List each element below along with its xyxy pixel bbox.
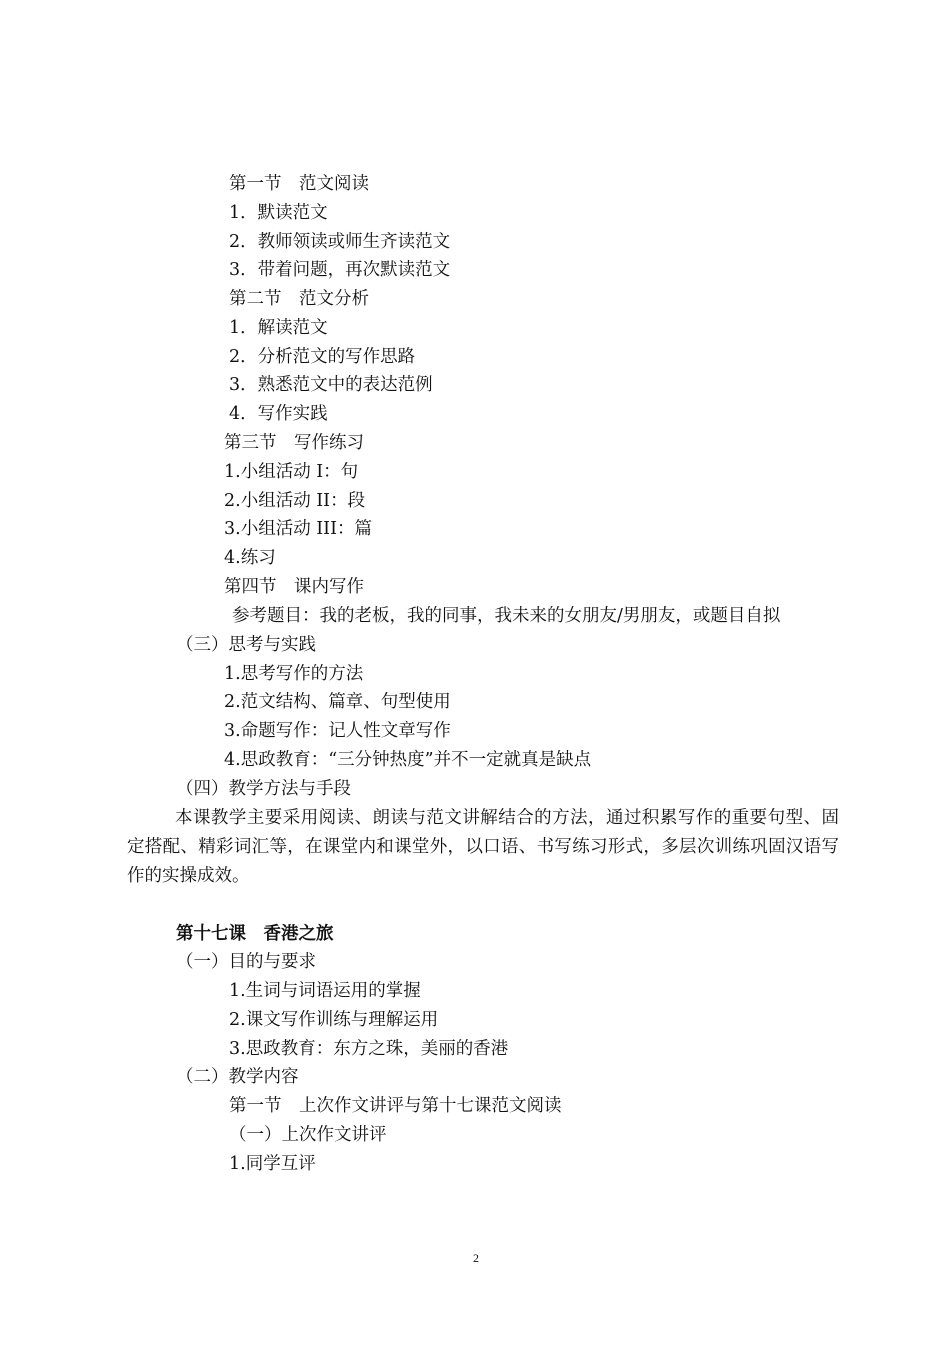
list-item: 3.小组活动 III：篇 [224, 519, 372, 539]
list-item: 1.思考写作的方法 [224, 664, 364, 684]
list-item: 3.命题写作：记人性文章写作 [224, 721, 451, 741]
list-item: 3．带着问题，再次默读范文 [229, 260, 451, 280]
writing-topics: 参考题目：我的老板，我的同事，我未来的女朋友/男朋友，或题目自拟 [232, 606, 781, 626]
methods-paragraph: 本课教学主要采用阅读、朗读与范文讲解结合的方法，通过积累写作的重要句型、固定搭配、精彩词汇等，在课堂内和课堂外，以口语、书写练习形式，多层次训练巩固汉语写作的实操成效。 [127, 808, 839, 886]
list-item: 1.同学互评 [229, 1154, 316, 1174]
list-item: 1．解读范文 [229, 318, 328, 338]
goals-heading: （一）目的与要求 [176, 952, 316, 972]
section-4-title: 第四节 课内写作 [224, 577, 364, 597]
list-item: 2.课文写作训练与理解运用 [229, 1010, 439, 1030]
list-item: 1.小组活动 I：句 [224, 462, 359, 482]
page-number: 2 [473, 1251, 479, 1265]
list-item: 4.练习 [224, 548, 276, 568]
section-2-title: 第二节 范文分析 [229, 289, 369, 309]
list-item: 1.生词与词语运用的掌握 [229, 981, 421, 1001]
list-item: 3.思政教育：东方之珠，美丽的香港 [229, 1039, 509, 1059]
list-item: 4.思政教育：“三分钟热度”并不一定就真是缺点 [224, 750, 592, 770]
list-item: 2．分析范文的写作思路 [229, 347, 416, 367]
methods-heading: （四）教学方法与手段 [176, 779, 351, 799]
section-3-title: 第三节 写作练习 [224, 433, 364, 453]
list-item: 1．默读范文 [229, 203, 328, 223]
content-heading: （二）教学内容 [176, 1067, 299, 1087]
lesson-17-title: 第十七课 香港之旅 [176, 924, 334, 944]
section-1-title: 第一节 范文阅读 [229, 174, 369, 194]
lesson-17-section-1-title: 第一节 上次作文讲评与第十七课范文阅读 [229, 1096, 562, 1116]
list-item: 2．教师领读或师生齐读范文 [229, 232, 451, 252]
list-item: 4．写作实践 [229, 404, 328, 424]
list-item: 2.范文结构、篇章、句型使用 [224, 692, 451, 712]
thinking-heading: （三）思考与实践 [176, 635, 316, 655]
list-item: 3．熟悉范文中的表达范例 [229, 375, 433, 395]
review-subheading: （一）上次作文讲评 [229, 1125, 387, 1145]
list-item: 2.小组活动 II：段 [224, 491, 366, 511]
